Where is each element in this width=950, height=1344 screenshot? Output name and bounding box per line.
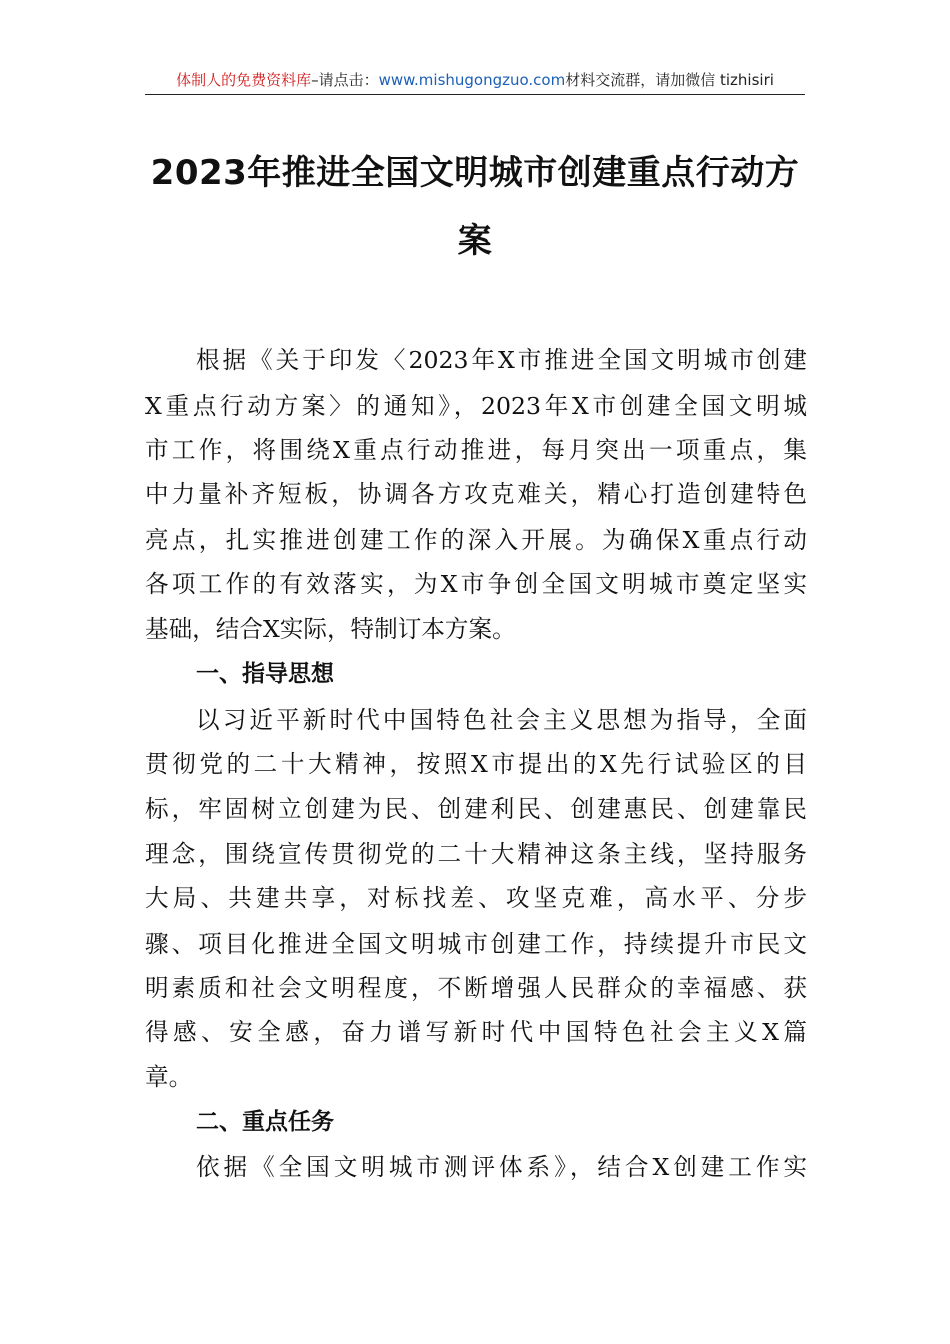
paragraph-line: 亮点，扎实推进创建工作的深入开展。为确保X重点行动 [145,526,807,554]
paragraph-line: 贯彻党的二十大精神，按照X市提出的X先行试验区的目 [145,750,807,778]
paragraph-line: 大局、共建共享，对标找差、攻坚克难，高水平、分步 [145,884,807,912]
paragraph-line: 以习近平新时代中国特色社会主义思想为指导，全面 [196,706,807,734]
header-contact: 材料交流群，请加微信 tizhisiri [565,71,774,89]
paragraph-line: 理念，围绕宣传贯彻党的二十大精神这条主线，坚持服务 [145,840,807,868]
paragraph-line: X重点行动方案〉的通知》，2023年X市创建全国文明城 [145,392,807,420]
paragraph-line: 市工作，将围绕X重点行动推进，每月突出一项重点，集 [145,436,807,464]
document-title-line-1: 2023年推进全国文明城市创建重点行动方 [150,153,800,193]
paragraph-line: 明素质和社会文明程度，不断增强人民群众的幸福感、获 [145,974,807,1002]
header-brand: 体制人的免费资料库 [176,71,312,89]
header-prompt: –请点击： [311,71,379,89]
header-link[interactable]: www.mishugongzuo.com [378,71,566,89]
paragraph-line: 骤、项目化推进全国文明城市创建工作，持续提升市民文 [145,930,807,958]
paragraph-line: 得感、安全感，奋力谱写新时代中国特色社会主义X篇 [145,1018,807,1046]
paragraph-line: 章。 [145,1063,193,1091]
paragraph-line: 标，牢固树立创建为民、创建利民、创建惠民、创建靠民 [145,795,807,823]
paragraph-line: 各项工作的有效落实，为X市争创全国文明城市奠定坚实 [145,570,807,598]
paragraph-line: 中力量补齐短板，协调各方攻克难关，精心打造创建特色 [145,480,807,508]
paragraph-line: 依据《全国文明城市测评体系》，结合X创建工作实 [196,1153,807,1181]
document-title-line-2: 案 [457,221,493,261]
paragraph-line: 基础，结合X实际，特制订本方案。 [145,615,516,643]
paragraph-line: 根据《关于印发〈2023年X市推进全国文明城市创建 [196,346,807,374]
section-heading: 二、重点任务 [196,1109,334,1135]
page-header [145,68,805,95]
section-heading: 一、指导思想 [196,661,334,687]
